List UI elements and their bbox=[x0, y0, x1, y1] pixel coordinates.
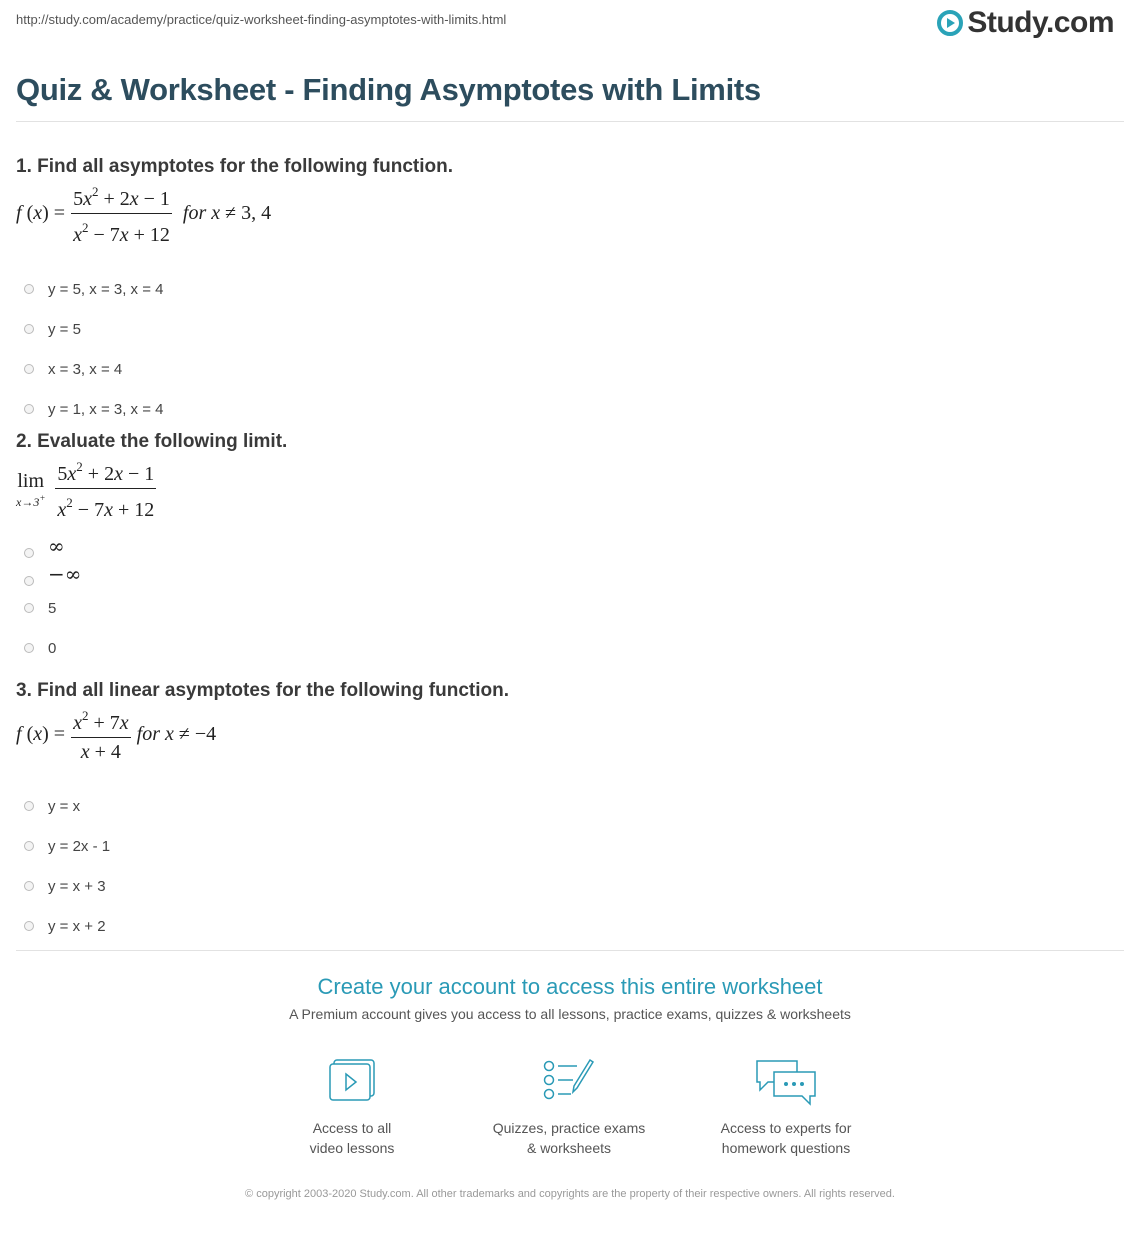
radio-button[interactable] bbox=[24, 364, 34, 374]
study-logo[interactable] bbox=[937, 6, 1114, 40]
radio-button[interactable] bbox=[24, 801, 34, 811]
answer-options bbox=[16, 532, 1116, 668]
cta-subtitle: A Premium account gives you access to all lessons, practice exams, quizzes & worksheets bbox=[289, 1006, 851, 1022]
signup-cta bbox=[0, 974, 1140, 1022]
answer-option[interactable]: ∞ bbox=[16, 532, 1116, 560]
feature-experts bbox=[676, 1058, 896, 1158]
chat-bubbles-icon bbox=[754, 1058, 818, 1108]
radio-button[interactable] bbox=[24, 576, 34, 586]
answer-option[interactable]: y = x + 2 bbox=[16, 906, 1116, 946]
answer-option[interactable]: 5 bbox=[16, 588, 1116, 628]
answer-options bbox=[16, 269, 1116, 429]
question-title: 2. Evaluate the following limit. bbox=[16, 431, 288, 452]
radio-button[interactable] bbox=[24, 881, 34, 891]
video-lessons-icon bbox=[325, 1058, 379, 1102]
divider bbox=[16, 121, 1124, 122]
answer-option[interactable]: −∞ bbox=[16, 560, 1116, 588]
feature-label: Access to experts for homework questions bbox=[720, 1120, 852, 1156]
radio-button[interactable] bbox=[24, 603, 34, 613]
question-title: 1. Find all asymptotes for the following function. bbox=[16, 156, 454, 177]
radio-button[interactable] bbox=[24, 921, 34, 931]
radio-button[interactable] bbox=[24, 324, 34, 334]
copyright-notice: © copyright 2003-2020 Study.com. All other trademarks and copyrights are the property of their respective owners. All rights reserved. bbox=[245, 1188, 895, 1200]
feature-quizzes bbox=[459, 1058, 679, 1158]
answer-option[interactable]: y = 5 bbox=[16, 309, 1116, 349]
radio-button[interactable] bbox=[24, 404, 34, 414]
page-title: Quiz & Worksheet - Finding Asymptotes with Limits bbox=[16, 72, 761, 107]
question-formula: f ( x ) = $\frac{5x^2 + 2x - 1}{x^2 - 7x + 12}$ for x ≠ 3, 4 bbox=[16, 180, 1116, 247]
question-title: 3. Find all linear asymptotes for the following function. bbox=[16, 680, 509, 701]
radio-button[interactable] bbox=[24, 548, 34, 558]
feature-label: Access to all video lessons bbox=[309, 1120, 395, 1156]
answer-option[interactable]: y = x + 3 bbox=[16, 866, 1116, 906]
logo-text: Study.com bbox=[967, 6, 1114, 39]
question-2 bbox=[16, 431, 1116, 668]
radio-button[interactable] bbox=[24, 841, 34, 851]
answer-options bbox=[16, 786, 1116, 946]
answer-option[interactable]: y = 1, x = 3, x = 4 bbox=[16, 389, 1116, 429]
question-3 bbox=[16, 680, 1116, 946]
answer-option[interactable]: y = 2x - 1 bbox=[16, 826, 1116, 866]
feature-video bbox=[242, 1058, 462, 1158]
quiz-checklist-icon bbox=[541, 1058, 597, 1102]
feature-label: Quizzes, practice exams & worksheets bbox=[492, 1120, 646, 1156]
answer-option[interactable]: y = 5, x = 3, x = 4 bbox=[16, 269, 1116, 309]
play-circle-icon bbox=[937, 10, 963, 36]
radio-button[interactable] bbox=[24, 284, 34, 294]
answer-option[interactable]: y = x bbox=[16, 786, 1116, 826]
radio-button[interactable] bbox=[24, 643, 34, 653]
question-formula: f ( x ) = $\frac{x^2 + 7x}{x + 4}$ for x ≠ −4 bbox=[16, 704, 1116, 764]
question-1 bbox=[16, 156, 1116, 429]
page-url: http://study.com/academy/practice/quiz-worksheet-finding-asymptotes-with-limits.html bbox=[16, 12, 507, 27]
divider bbox=[16, 950, 1124, 951]
question-formula: lim x→3+ $\frac{5x^2 + 2x - 1}{x^2 - 7x + 12}$ bbox=[16, 455, 1116, 522]
answer-option[interactable]: x = 3, x = 4 bbox=[16, 349, 1116, 389]
cta-link[interactable]: Create your account to access this entire worksheet bbox=[317, 974, 823, 999]
answer-option[interactable]: 0 bbox=[16, 628, 1116, 668]
